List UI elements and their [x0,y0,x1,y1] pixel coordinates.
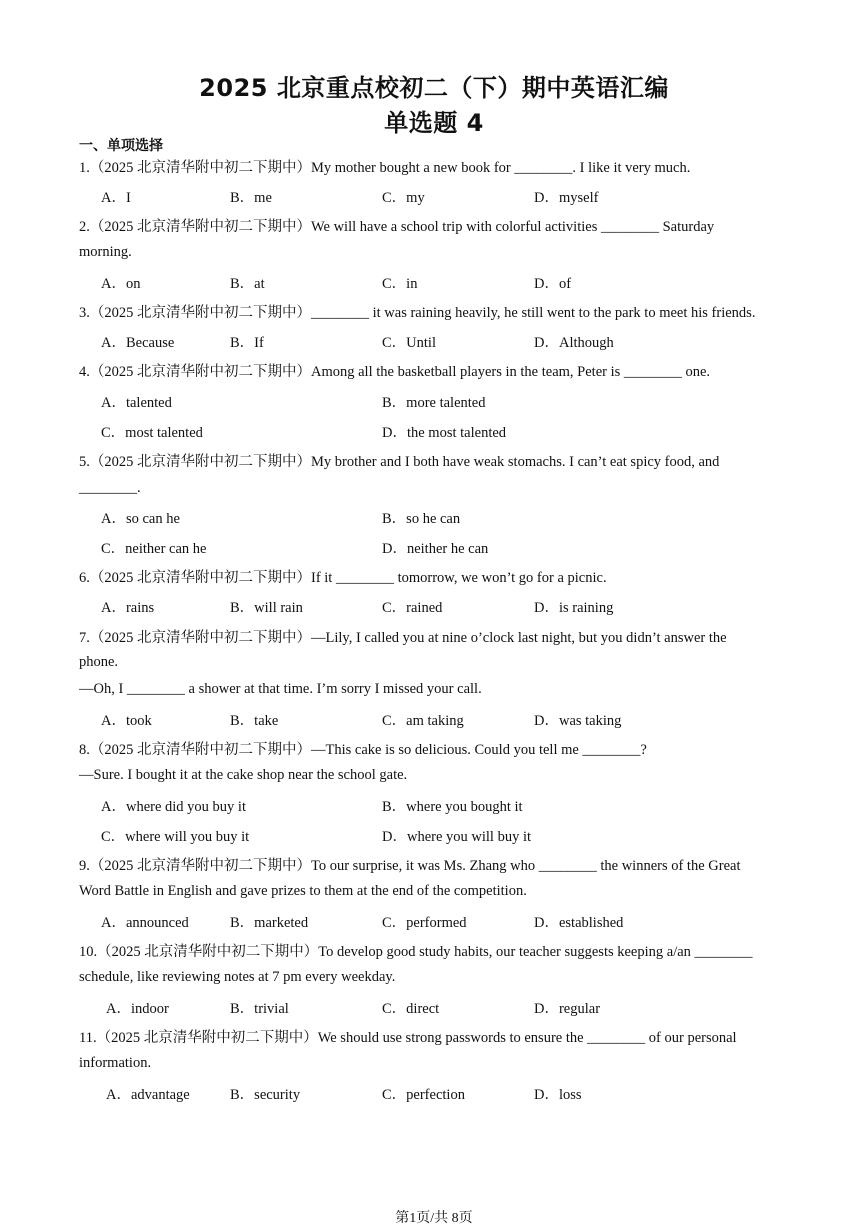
question-10-option-a: A．indoor [106,1001,169,1017]
page-footer: 第1页/共 8页 [395,1211,473,1226]
question-9-stem: 9.（2025 北京清华附中初二下期中）To our surprise, it was Ms. Zhang who ________ the winners of the Great [79,858,741,874]
question-8-option-d: D．where you will buy it [382,829,532,845]
question-9-option-c: C．performed [382,915,467,931]
question-1-option-c: C．my [382,190,425,206]
question-7-option-c: C．am taking [382,713,464,729]
question-6-option-c: C．rained [382,600,443,616]
question-10-option-d: D．regular [534,1001,601,1017]
question-7-option-b: B．take [230,713,279,729]
question-10-stem: 10.（2025 北京清华附中初二下期中）To develop good study habits, our teacher suggests keeping a/an ________ [79,944,753,960]
question-7-dialogue: —Oh, I ________ a shower at that time. I’m sorry I missed your call. [79,681,482,697]
question-4-option-b: B．more talented [382,395,486,411]
question-5-stem-cont: ________. [79,480,141,496]
question-6-option-b: B．will rain [230,600,303,616]
question-2-option-d: D．of [534,276,572,292]
question-2-option-a: A．on [101,276,141,292]
question-2-stem: 2.（2025 北京清华附中初二下期中）We will have a school trip with colorful activities ________ Saturday [79,219,715,235]
question-7-option-a: A．took [101,713,152,729]
question-4-option-c: C．most talented [101,425,203,441]
question-5-option-c: C．neither can he [101,541,207,557]
question-3-option-b: B．If [230,335,264,351]
question-7-option-d: D．was taking [534,713,622,729]
question-11-option-d: D．loss [534,1087,582,1103]
question-8-option-c: C．where will you buy it [101,829,250,845]
question-8-stem: 8.（2025 北京清华附中初二下期中）—This cake is so delicious. Could you tell me ________? [79,742,647,758]
question-9-option-a: A．announced [101,915,189,931]
question-1-option-d: D．myself [534,190,599,206]
question-10-option-c: C．direct [382,1001,440,1017]
question-10-stem-cont: schedule, like reviewing notes at 7 pm every weekday. [79,969,396,985]
question-11-option-b: B．security [230,1087,301,1103]
question-4-option-d: D．the most talented [382,425,507,441]
question-2-stem-cont: morning. [79,244,132,260]
section-heading: 一、单项选择 [79,138,163,154]
question-8-dialogue: —Sure. I bought it at the cake shop near the school gate. [79,767,408,783]
question-3-option-c: C．Until [382,335,436,351]
question-6-option-d: D．is raining [534,600,614,616]
question-6-stem: 6.（2025 北京清华附中初二下期中）If it ________ tomorrow, we won’t go for a picnic. [79,570,607,586]
question-4-stem: 4.（2025 北京清华附中初二下期中）Among all the basketball players in the team, Peter is ________ one. [79,364,711,380]
question-2-option-b: B．at [230,276,265,292]
question-1-stem: 1.（2025 北京清华附中初二下期中）My mother bought a new book for ________. I like it very much. [79,160,691,176]
question-7-stem: 7.（2025 北京清华附中初二下期中）—Lily, I called you at nine o’clock last night, but you didn’t answer the [79,630,727,646]
question-1-option-b: B．me [230,190,272,206]
question-11-option-c: C．perfection [382,1087,465,1103]
question-10-option-b: B．trivial [230,1001,289,1017]
question-11-stem-cont: information. [79,1055,152,1071]
question-5-option-d: D．neither he can [382,541,489,557]
question-11-stem: 11.（2025 北京清华附中初二下期中）We should use strong passwords to ensure the ________ of our personal [79,1030,737,1046]
question-5-option-b: B．so he can [382,511,461,527]
question-8-option-b: B．where you bought it [382,799,523,815]
document-subtitle: 单选题 4 [384,109,484,137]
question-5-option-a: A．so can he [101,511,180,527]
question-4-option-a: A．talented [101,395,172,411]
question-3-option-a: A．Because [101,335,175,351]
document-title: 2025 北京重点校初二（下）期中英语汇编 [199,74,669,102]
question-1-option-a: A．I [101,190,131,206]
question-5-stem: 5.（2025 北京清华附中初二下期中）My brother and I both have weak stomachs. I can’t eat spicy food, and [79,454,720,470]
question-3-option-d: D．Although [534,335,614,351]
question-11-option-a: A．advantage [106,1087,190,1103]
question-9-option-d: D．established [534,915,624,931]
question-9-option-b: B．marketed [230,915,309,931]
question-7-stem-cont: phone. [79,654,119,670]
question-2-option-c: C．in [382,276,418,292]
question-3-stem: 3.（2025 北京清华附中初二下期中）________ it was raining heavily, he still went to the park to meet his friends. [79,305,756,321]
question-6-option-a: A．rains [101,600,155,616]
question-8-option-a: A．where did you buy it [101,799,246,815]
question-9-stem-cont: Word Battle in English and gave prizes to them at the end of the competition. [79,883,527,899]
